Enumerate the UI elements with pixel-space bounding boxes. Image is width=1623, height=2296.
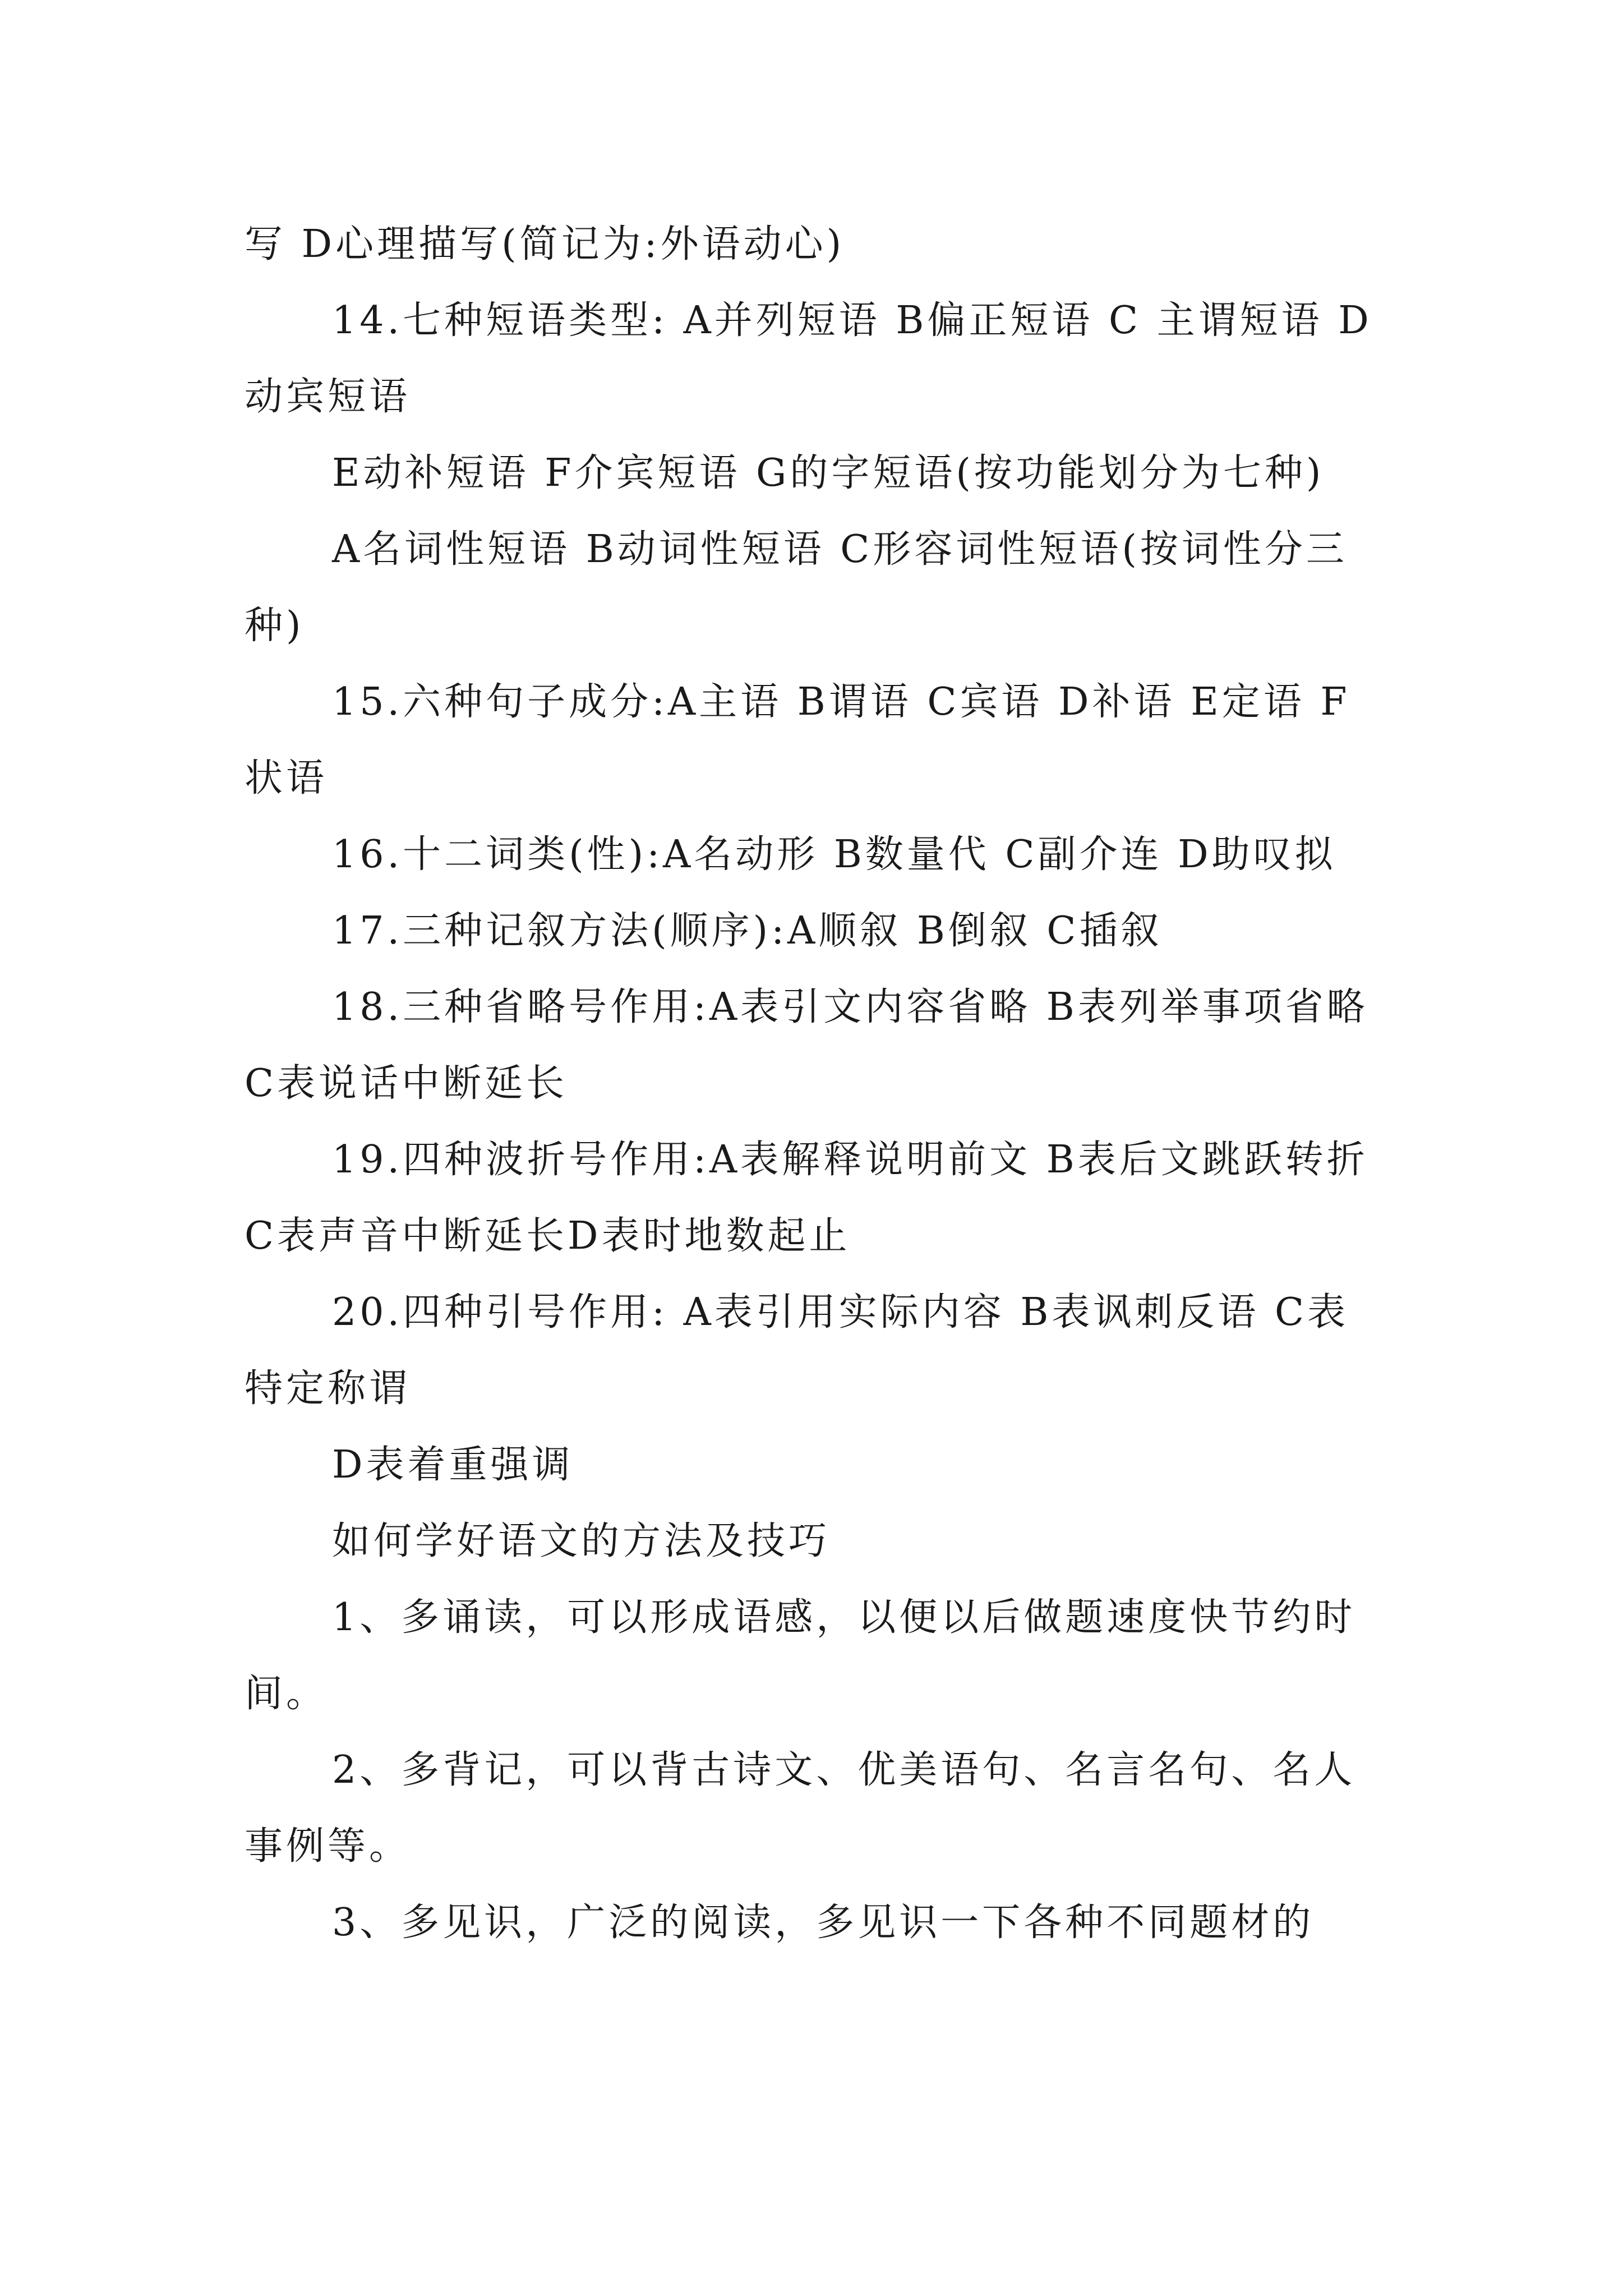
- paragraph-continuation: 写 D心理描写(简记为:外语动心): [245, 222, 845, 266]
- paragraph-item-19: 19.四种波折号作用:A表解释说明前文 B表后文跳跃转折 C表声音中断延长D表时地数起止: [245, 1138, 1368, 1258]
- document-body: [245, 206, 1389, 1961]
- paragraph-tip-3: 3、多见识，广泛的阅读，多见识一下各种不同题材的: [332, 1901, 1315, 1945]
- section-heading: 如何学好语文的方法及技巧: [332, 1519, 831, 1563]
- paragraph-item-16: 16.十二词类(性):A名动形 B数量代 C副介连 D助叹拟: [332, 832, 1336, 877]
- paragraph-item-18: 18.三种省略号作用:A表引文内容省略 B表列举事项省略 C表说话中断延长: [245, 985, 1368, 1106]
- paragraph-item-20: 20.四种引号作用: A表引用实际内容 B表讽刺反语 C表特定称谓: [245, 1290, 1349, 1411]
- paragraph-item-17: 17.三种记叙方法(顺序):A顺叙 B倒叙 C插叙: [332, 909, 1163, 953]
- paragraph-tip-2: 2、多背记，可以背古诗文、优美语句、名言名句、名人事例等。: [245, 1748, 1356, 1869]
- paragraph-item-15: 15.六种句子成分:A主语 B谓语 C宾语 D补语 E定语 F状语: [245, 680, 1350, 800]
- paragraph-item-14-line-3: A名词性短语 B动词性短语 C形容词性短语(按词性分三种): [245, 527, 1348, 648]
- paragraph-item-14-line-2: E动补短语 F介宾短语 G的字短语(按功能划分为七种): [332, 451, 1325, 495]
- paragraph-item-14: 14.七种短语类型: A并列短语 B偏正短语 C 主谓短语 D动宾短语: [245, 298, 1372, 419]
- paragraph-item-20-line-2: D表着重强调: [332, 1443, 574, 1487]
- paragraph-tip-1: 1、多诵读，可以形成语感，以便以后做题速度快节约时间。: [245, 1595, 1356, 1716]
